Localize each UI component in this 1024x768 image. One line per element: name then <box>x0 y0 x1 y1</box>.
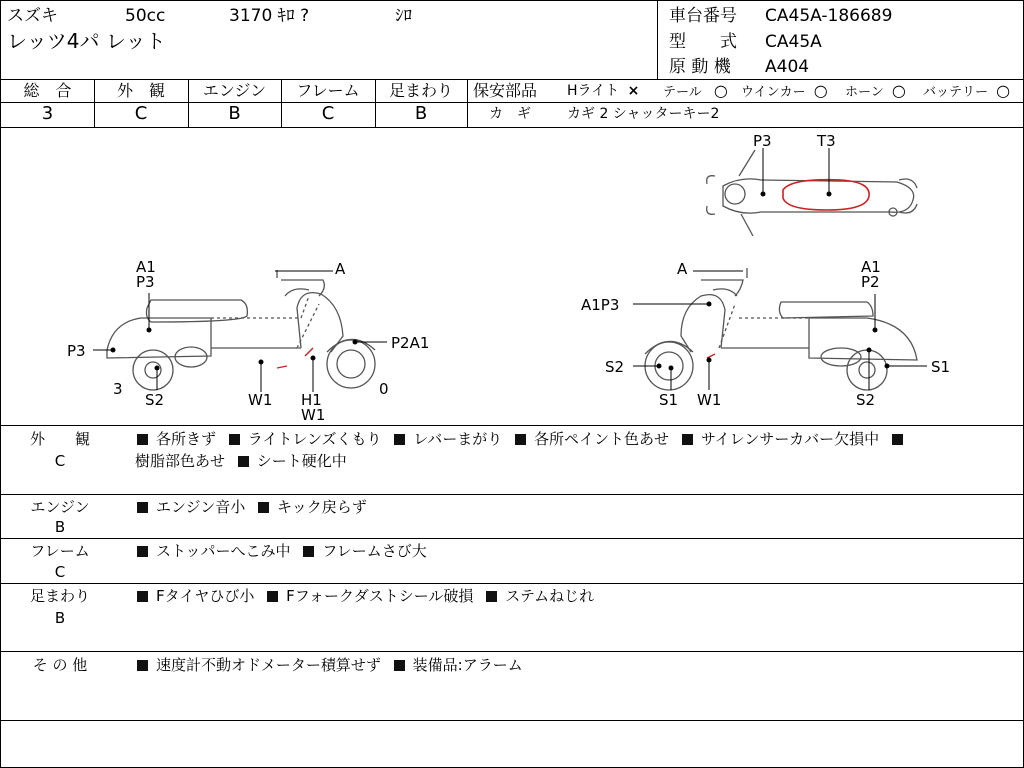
bullet-icon <box>137 434 148 445</box>
diagram-label: S1 <box>659 391 679 409</box>
grade-frame-label: フレーム <box>296 81 360 100</box>
bullet-icon <box>137 546 148 557</box>
remark-item: 樹脂部色あせ <box>135 452 226 470</box>
mileage: 3170 ｷﾛ ? <box>229 6 310 26</box>
diagram-label: T3 <box>817 132 836 150</box>
bullet-icon <box>892 434 903 445</box>
remark-item: 各所きず <box>156 430 217 448</box>
bullet-icon <box>137 591 148 602</box>
divider <box>1 79 1023 80</box>
remark-item: ライトレンズくもり <box>247 430 382 448</box>
remark-exterior-items-2 <box>135 451 347 471</box>
divider <box>467 102 1023 103</box>
type-label: 型 式 <box>669 32 737 52</box>
diagram-label: A1 <box>136 258 156 276</box>
diagram-label: W1 <box>248 391 273 409</box>
safety-item-name: テール <box>663 85 702 100</box>
remark-frame-grade: C <box>54 563 66 581</box>
remark-frame-items <box>137 541 427 561</box>
safety-headlight <box>567 82 639 100</box>
grade-suspension-value: B <box>414 103 428 124</box>
damage-area <box>783 180 869 210</box>
divider <box>1 425 1023 426</box>
remark-exterior-items <box>137 429 911 449</box>
diagram-label: A <box>677 260 688 278</box>
bullet-icon <box>486 591 497 602</box>
damage-marks <box>277 348 313 368</box>
safety-item-mark: ○ <box>891 81 906 100</box>
diagram-label: S2 <box>145 391 165 409</box>
diagram-label: A1 <box>861 258 881 276</box>
remark-suspension-label: 足まわり <box>29 587 90 605</box>
scooter-top-view <box>707 150 917 236</box>
scooter-diagram <box>1 128 1023 425</box>
divider <box>1 538 1023 539</box>
safety-tail <box>663 82 728 102</box>
safety-label: 保安部品 <box>473 81 538 100</box>
safety-item-name: バッテリー <box>923 85 989 100</box>
engine-label: 原 動 機 <box>669 57 731 77</box>
grade-engine-value: B <box>228 103 241 124</box>
diagram-label: A1P3 <box>581 296 620 314</box>
remark-frame-label: フレーム <box>30 542 90 560</box>
diagram-label: 3 <box>113 380 123 398</box>
bullet-icon <box>258 502 269 513</box>
maker: スズキ <box>7 6 58 26</box>
keys-label: カ ギ <box>489 106 531 122</box>
safety-horn <box>845 82 906 102</box>
remark-exterior-label: 外 観 <box>29 430 90 448</box>
safety-item-mark: ○ <box>996 81 1011 100</box>
bullet-icon <box>515 434 526 445</box>
diagram-label: P2A1 <box>391 334 430 352</box>
model-name: レッツ4パ レット <box>7 29 166 53</box>
bullet-icon <box>238 456 249 467</box>
divider <box>1 494 1023 495</box>
grade-engine-label: エンジン <box>202 81 267 100</box>
remark-suspension-items <box>137 586 594 606</box>
remark-item: 各所ペイント色あせ <box>534 430 670 448</box>
divider <box>467 79 468 127</box>
header-divider <box>657 1 658 79</box>
diagram-label: P2 <box>861 273 880 291</box>
frame-no-label: 車台番号 <box>669 6 737 26</box>
remark-item: 速度計不動オドメーター積算せず <box>156 656 381 674</box>
diagram-label: P3 <box>136 273 155 291</box>
safety-item-name: ホーン <box>845 85 884 100</box>
remark-exterior-grade: C <box>54 452 66 470</box>
diagram-label: A <box>335 260 346 278</box>
bullet-icon <box>137 660 148 671</box>
remark-item: キック戻らず <box>277 498 367 516</box>
grade-suspension-label: 足まわり <box>388 81 453 100</box>
diagram-label: 0 <box>379 380 389 398</box>
diagram-label: W1 <box>697 391 722 409</box>
divider <box>1 651 1023 652</box>
bullet-icon <box>394 434 405 445</box>
remark-item: 装備品:アラーム <box>412 656 523 674</box>
grade-frame-value: C <box>321 103 335 124</box>
remark-item: レバーまがり <box>413 430 503 448</box>
remark-item: Fタイヤひび小 <box>156 587 255 605</box>
grade-exterior-label: 外 観 <box>116 81 165 100</box>
remark-item: Fフォークダストシール破損 <box>286 587 474 605</box>
top-leaders <box>761 148 831 196</box>
diagram-label: H1 <box>301 391 322 409</box>
remark-engine-items <box>137 497 367 517</box>
bullet-icon <box>229 434 240 445</box>
diagram-label: S2 <box>856 391 876 409</box>
remark-other-items <box>137 655 523 675</box>
diagram-label: P3 <box>67 342 86 360</box>
bullet-icon <box>303 546 314 557</box>
remark-suspension-grade: B <box>54 609 66 627</box>
divider <box>1 583 1023 584</box>
color: ｼﾛ <box>395 6 412 26</box>
diagram-label: S1 <box>931 358 951 376</box>
keys-value: カギ 2 シャッターキー2 <box>567 106 720 122</box>
right-labels <box>581 258 950 409</box>
diagram-label: W1 <box>301 406 326 424</box>
remark-item: シート硬化中 <box>256 452 347 470</box>
grade-exterior-value: C <box>134 103 148 124</box>
remark-item: エンジン音小 <box>156 498 246 516</box>
remark-item: フレームさび大 <box>322 542 427 560</box>
grade-total-value: 3 <box>41 103 54 124</box>
diagram-label: S2 <box>605 358 625 376</box>
bullet-icon <box>137 502 148 513</box>
remark-item: サイレンサーカバー欠損中 <box>700 430 880 448</box>
left-labels <box>67 258 429 424</box>
remark-other-label: そ の 他 <box>32 656 88 674</box>
remark-engine-grade: B <box>54 518 66 536</box>
safety-item-name: Hライト <box>567 83 620 99</box>
right-leaders <box>633 271 927 390</box>
grade-total-label: 総 合 <box>23 81 72 100</box>
bullet-icon <box>267 591 278 602</box>
remark-engine-label: エンジン <box>30 498 90 516</box>
type-value: CA45A <box>765 32 822 52</box>
safety-item-name: ウインカー <box>741 85 806 100</box>
bullet-icon <box>682 434 693 445</box>
frame-no: CA45A-186689 <box>765 6 893 26</box>
engine-value: A404 <box>765 57 810 77</box>
bullet-icon <box>394 660 405 671</box>
top-labels <box>753 132 836 150</box>
divider <box>1 720 1023 721</box>
displacement: 50cc <box>125 6 166 26</box>
safety-item-mark: ○ <box>813 81 828 100</box>
diagram-label: P3 <box>753 132 772 150</box>
remark-item: ストッパーへこみ中 <box>156 542 291 560</box>
safety-item-mark: ○ <box>713 81 728 100</box>
safety-item-mark: × <box>627 83 640 99</box>
safety-winker <box>741 82 828 102</box>
safety-battery <box>923 82 1010 102</box>
damage-marks <box>707 354 715 358</box>
remark-item: ステムねじれ <box>505 587 595 605</box>
